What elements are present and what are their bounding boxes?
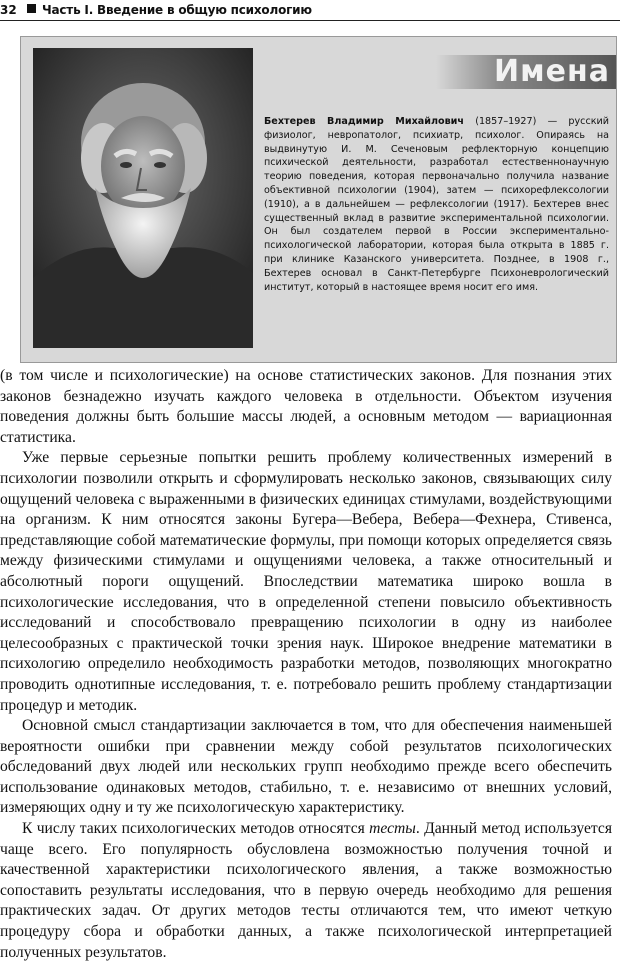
running-header xyxy=(0,0,620,22)
paragraph-1: (в том числе и психологические) на основе статистических законов. Для познания этих законов безнадежно изучать каждого человека в отдельности. Объектом изучения поведения должны быть большие массы людей, а основным методом — вариационная статистика. xyxy=(0,367,612,446)
portrait-illustration xyxy=(33,48,253,348)
square-bullet-icon xyxy=(27,4,36,13)
bio-text xyxy=(264,115,609,294)
names-banner xyxy=(436,55,616,89)
header-rule xyxy=(0,20,620,21)
names-banner-label: Имена xyxy=(494,54,610,89)
paragraph-4-start: К числу таких психологических методов относятся xyxy=(22,820,370,838)
paragraph-4-end: . Данный метод используется чаще всего. Его популярность обусловлена возможностью получения точной и качественной характеристики психологического явления, а также возможностью сопоставить результаты исследования, что в первую очередь необходимо для решения практических задач. От других методов тесты отличаются тем, что имеют четкую процедуру сбора и обработки данных, а также психологической интерпретацией полученных результатов. xyxy=(0,820,612,961)
paragraph-2: Уже первые серьезные попытки решить проблему количественных измерений в психологии позволили открыть и сформулировать несколько законов, связывающих силу ощущений человека с выраженными в физических единицах стимулами, воздействующими на организм. К ним относятся законы Бугера—Вебера, Вебера—Фехнера, Стивенса, представляющие собой математические формулы, при помощи которых определяется связь между физическими стимулами и ощущениями человека, а также относительный и абсолютный пороги ощущений. Впоследствии математика широко вошла в психологические исследования, что в определенной степени повысило объективность исследований и способствовало превращению психологии в одну из наиболее целесообразных с практической точки зрения наук. Широкое внедрение математики в психологию определило необходимость разработки методов, позволяющих многократно проводить однотипные исследования, т. е. потребовало решить проблему стандартизации процедур и методик. xyxy=(0,449,612,714)
paragraph-3: Основной смысл стандартизации заключается в том, что для обеспечения наименьшей вероятности ошибки при сравнении между собой результатов психологических обследований двух людей или нескольких групп необходимо прежде всего обеспечить использование одинаковых методов, стабильно, т. е. независимо от внешних условий, измеряющих одну и ту же психологическую характеристику. xyxy=(0,717,612,817)
main-text xyxy=(0,366,612,963)
bio-description: (1857–1927) — русский физиолог, невропатолог, психиатр, психолог. Опираясь на выдвинутую И. М. Сеченовым рефлекторную концепцию психической деятельности, разработал естественнонаучную теорию поведения, которая первоначально получила название объективной психологии (1904), затем — психорефлексологии (1910), а в дальнейшем — рефлексологии (1917). Бехтерев внес существенный вклад в развитие экспериментальной психологии. Он был создателем первой в России экспериментально-психологической лаборатории, которая была открыта в 1885 г. при клинике Казанского университета. Позднее, в 1908 г., Бехтерев основал в Санкт-Петербурге Психоневрологический институт, который в настоящее время носит его имя. xyxy=(264,116,609,293)
bio-name: Бехтерев Владимир Михайлович xyxy=(264,116,464,127)
page-number: 32 xyxy=(0,3,17,17)
running-title: Часть I. Введение в общую психологию xyxy=(42,3,312,17)
paragraph-4 xyxy=(0,819,612,963)
portrait-photo xyxy=(33,48,253,348)
paragraph-4-term: тесты xyxy=(369,820,416,838)
names-sidebar-box xyxy=(20,36,617,363)
